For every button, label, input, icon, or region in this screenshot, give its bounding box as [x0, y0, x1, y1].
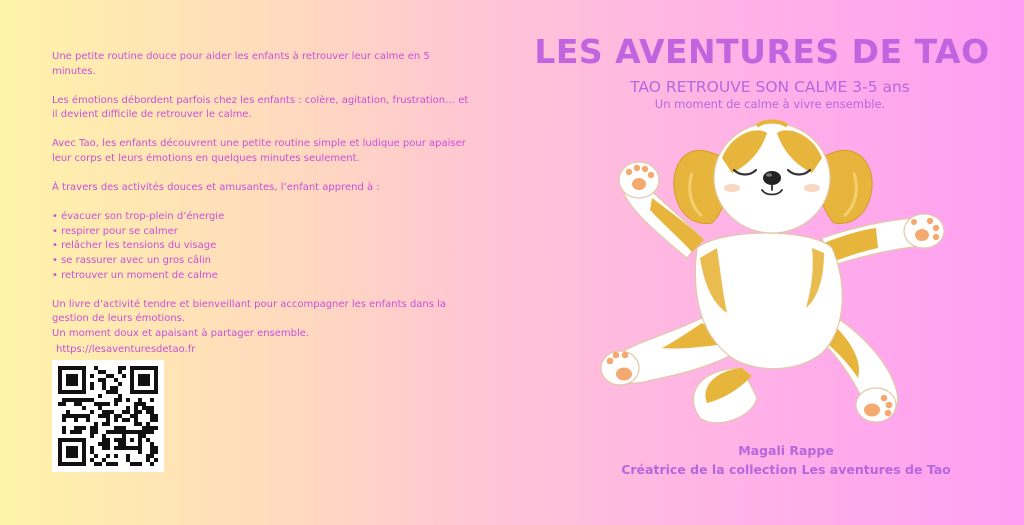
intro-text: Une petite routine douce pour aider les enfants à retrouver leur calme en 5 minutes.	[52, 51, 430, 77]
closing-text: Un livre d’activité tendre et bienveillant pour accompagner les enfants dans la gestion de leurs émotions.	[52, 298, 447, 325]
nose-icon	[763, 171, 781, 185]
author-name: Magali Rappe	[738, 443, 834, 458]
qr-code-icon	[58, 366, 158, 466]
book-subtitle: TAO RETROUVE SON CALME 3-5 ans	[630, 78, 910, 96]
puppy-illustration	[592, 118, 952, 430]
list-item: • respirer pour se calmer	[52, 225, 178, 237]
activities-list	[52, 210, 472, 283]
book-title: LES AVENTURES DE TAO	[534, 32, 990, 71]
list-item: • retrouver un moment de calme	[52, 269, 218, 281]
qr-code	[52, 360, 164, 472]
back-cover-text	[52, 50, 472, 341]
tail-icon	[693, 368, 757, 423]
activities-lead: À travers des activités douces et amusantes, l’enfant apprend à :	[52, 182, 380, 194]
list-item: • se rassurer avec un gros câlin	[52, 254, 211, 266]
list-item: • évacuer son trop-plein d’énergie	[52, 211, 225, 223]
head	[714, 122, 830, 234]
book-tagline: Un moment de calme à vivre ensemble.	[654, 97, 886, 111]
website-link[interactable]: https://lesaventuresdetao.fr	[56, 344, 196, 355]
closing-text-2: Un moment doux et apaisant à partager ensemble.	[52, 327, 310, 339]
paragraph-routine: Avec Tao, les enfants découvrent une petite routine simple et ludique pour apaiser leur corps et leurs émotions en quelques minutes seulement.	[52, 138, 466, 164]
author-role: Créatrice de la collection Les aventures de Tao	[621, 462, 951, 477]
list-item: • relâcher les tensions du visage	[52, 240, 217, 252]
paragraph-emotions: Les émotions débordent parfois chez les enfants : colère, agitation, frustration… et il devient difficile de retrouver le calme.	[52, 94, 469, 121]
